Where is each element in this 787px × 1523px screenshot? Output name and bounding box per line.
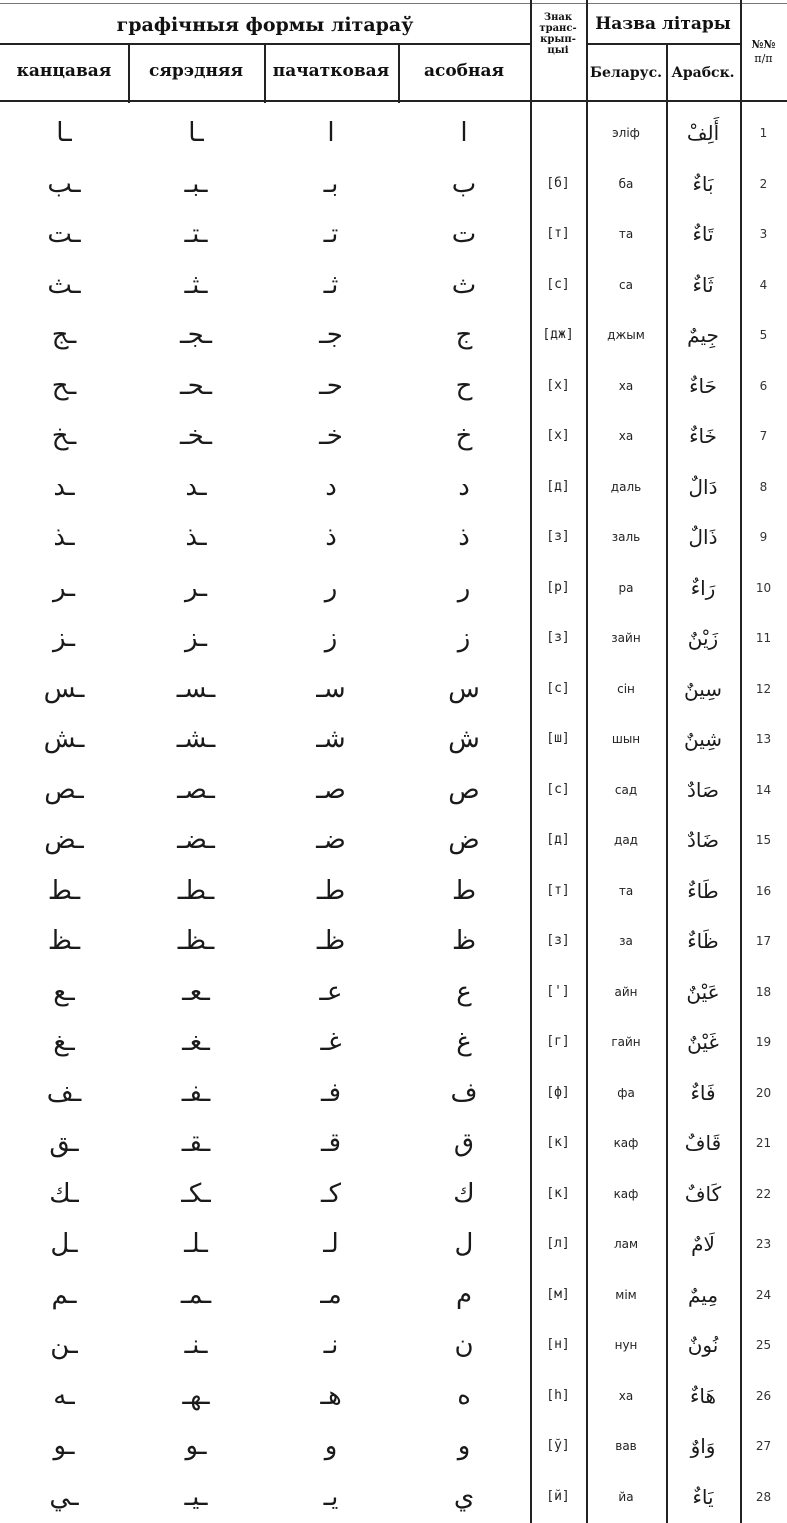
cell-transcription: [h]: [546, 1388, 570, 1403]
cell-name-belarusian: ха: [618, 429, 634, 443]
header-transcription: [530, 12, 586, 56]
cell-name-belarusian: эліф: [612, 126, 640, 140]
header-number-line2: п/п: [754, 52, 773, 65]
cell-initial: هـ: [320, 1381, 342, 1411]
cell-medial: ـتـ: [184, 219, 208, 249]
cell-isolated: ق: [453, 1128, 475, 1158]
cell-isolated: ج: [455, 320, 473, 350]
header-arabic: Арабск.: [671, 65, 735, 81]
cell-name-arabic: شِينٌ: [683, 727, 723, 751]
cell-isolated: ي: [453, 1482, 475, 1512]
header-number: [740, 38, 787, 66]
cell-name-arabic: كَافٌ: [684, 1182, 722, 1206]
cell-name-belarusian: фа: [617, 1086, 635, 1100]
cell-name-belarusian: ба: [618, 177, 634, 191]
cell-name-arabic: قَافٌ: [684, 1131, 722, 1155]
cell-final: ـل: [50, 1229, 78, 1259]
cell-number: 26: [755, 1389, 772, 1403]
cell-medial: ـد: [185, 472, 207, 502]
cell-final: ـح: [51, 371, 77, 401]
cell-final: ـخ: [51, 421, 77, 451]
header-transcription-line3: крып-: [540, 34, 576, 45]
cell-name-arabic: ضَادٌ: [687, 828, 719, 852]
cell-name-arabic: زَيْنٌ: [687, 626, 719, 650]
cell-isolated: ص: [448, 775, 480, 805]
cell-medial: ـيـ: [184, 1482, 208, 1512]
cell-medial: ـبـ: [184, 169, 208, 199]
cell-number: 1: [759, 126, 768, 140]
cell-isolated: ك: [453, 1179, 475, 1209]
cell-transcription: [м]: [546, 1287, 570, 1302]
cell-name-belarusian: мім: [615, 1288, 637, 1302]
cell-name-belarusian: гайн: [611, 1035, 641, 1049]
cell-initial: شـ: [316, 724, 346, 754]
cell-isolated: ح: [455, 371, 473, 401]
cell-medial: ـكـ: [181, 1179, 211, 1209]
cell-transcription: [т]: [546, 883, 570, 898]
cell-name-belarusian: ха: [618, 1389, 634, 1403]
cell-name-arabic: سِينٌ: [683, 677, 723, 701]
cell-initial: قـ: [320, 1128, 342, 1158]
cell-number: 28: [755, 1490, 772, 1504]
cell-name-belarusian: каф: [613, 1187, 639, 1201]
cell-medial: ـغـ: [182, 1027, 210, 1057]
cell-number: 16: [755, 884, 772, 898]
header-isolated: асобная: [423, 61, 505, 81]
cell-name-arabic: حَاءٌ: [689, 374, 717, 398]
cell-medial: ـصـ: [177, 775, 215, 805]
cell-medial: ـلـ: [184, 1229, 208, 1259]
cell-isolated: د: [458, 472, 470, 502]
cell-medial: ـر: [185, 573, 207, 603]
cell-name-belarusian: йа: [618, 1490, 634, 1504]
cell-transcription: [х]: [546, 428, 570, 443]
cell-isolated: غ: [456, 1027, 472, 1057]
cell-medial: ـظـ: [177, 926, 215, 956]
cell-number: 2: [759, 177, 768, 191]
cell-name-arabic: صَادٌ: [687, 778, 719, 802]
cell-transcription: [з]: [546, 529, 570, 544]
cell-number: 27: [755, 1439, 772, 1453]
header-bottom-rule: [0, 100, 787, 102]
cell-initial: ر: [324, 573, 338, 603]
cell-number: 8: [759, 480, 768, 494]
header-graphic-forms: графічныя формы літараў: [116, 14, 414, 36]
cell-isolated: ه: [457, 1381, 471, 1411]
cell-name-belarusian: джым: [607, 328, 645, 342]
header-final: канцавая: [16, 61, 112, 81]
cell-final: ـز: [53, 623, 75, 653]
cell-medial: ـشـ: [176, 724, 216, 754]
cell-initial: كـ: [321, 1179, 341, 1209]
cell-name-arabic: أَلِفْ: [686, 121, 720, 145]
cell-final: ـع: [53, 977, 75, 1007]
cell-isolated: ظ: [451, 926, 477, 956]
cell-isolated: ز: [457, 623, 471, 653]
cell-name-arabic: بَاءٌ: [692, 172, 714, 196]
cell-number: 18: [755, 985, 772, 999]
cell-name-arabic: وَاوٌ: [690, 1434, 716, 1458]
cell-initial: غـ: [320, 1027, 342, 1057]
cell-number: 4: [759, 278, 768, 292]
cell-final: ـم: [51, 1280, 77, 1310]
cell-name-belarusian: ра: [618, 581, 634, 595]
cell-transcription: [к]: [546, 1186, 570, 1201]
cell-initial: د: [325, 472, 337, 502]
cell-isolated: ض: [448, 825, 480, 855]
cell-initial: و: [324, 1431, 338, 1461]
cell-name-arabic: دَالٌ: [688, 475, 718, 499]
cell-isolated: ش: [448, 724, 480, 754]
cell-medial: ـو: [185, 1431, 207, 1461]
cell-final: ـث: [47, 270, 81, 300]
cell-final: ـر: [53, 573, 75, 603]
cell-name-belarusian: айн: [614, 985, 638, 999]
cell-initial: سـ: [316, 674, 346, 704]
cell-transcription: [к]: [546, 1135, 570, 1150]
cell-isolated: ث: [451, 270, 477, 300]
cell-final: ـج: [51, 320, 77, 350]
cell-medial: ـفـ: [181, 1078, 211, 1108]
cell-name-arabic: لَامٌ: [691, 1232, 715, 1256]
header-transcription-line4: цыі: [547, 45, 569, 56]
cell-final: ـض: [44, 825, 84, 855]
cell-initial: ضـ: [316, 825, 346, 855]
cell-medial: ـسـ: [176, 674, 216, 704]
cell-number: 21: [755, 1136, 772, 1150]
header-transcription-line1: Знак: [543, 12, 573, 23]
cell-name-arabic: تَاءٌ: [692, 222, 714, 246]
cell-name-belarusian: сад: [614, 783, 638, 797]
cell-name-arabic: نُونٌ: [687, 1333, 719, 1357]
cell-name-arabic: ذَالٌ: [688, 525, 718, 549]
cell-initial: ظـ: [316, 926, 346, 956]
cell-transcription: [д]: [546, 832, 570, 847]
cell-transcription: [с]: [546, 277, 570, 292]
cell-number: 13: [755, 732, 772, 746]
col-sep-3: [398, 43, 400, 103]
cell-initial: عـ: [319, 977, 343, 1007]
cell-initial: تـ: [323, 219, 339, 249]
cell-final: ـص: [44, 775, 84, 805]
cell-medial: ـا: [188, 118, 204, 148]
cell-final: ـه: [53, 1381, 75, 1411]
cell-initial: مـ: [320, 1280, 342, 1310]
cell-number: 5: [759, 328, 768, 342]
cell-number: 7: [759, 429, 768, 443]
cell-transcription: [з]: [546, 630, 570, 645]
cell-isolated: ل: [454, 1229, 474, 1259]
cell-initial: طـ: [316, 876, 346, 906]
cell-transcription: [з]: [546, 933, 570, 948]
header-letter-name: Назва літары: [595, 14, 731, 34]
cell-name-belarusian: шын: [611, 732, 641, 746]
cell-initial: ز: [324, 623, 338, 653]
cell-number: 11: [755, 631, 772, 645]
cell-medial: ـقـ: [181, 1128, 211, 1158]
cell-isolated: ذ: [458, 522, 470, 552]
cell-final: ـظ: [47, 926, 81, 956]
cell-name-belarusian: нун: [614, 1338, 638, 1352]
cell-transcription: [т]: [546, 226, 570, 241]
cell-initial: خـ: [319, 421, 343, 451]
cell-final: ـو: [53, 1431, 75, 1461]
cell-initial: بـ: [323, 169, 339, 199]
cell-number: 12: [755, 682, 772, 696]
cell-final: ـق: [49, 1128, 79, 1158]
cell-name-belarusian: та: [618, 227, 634, 241]
cell-final: ـط: [47, 876, 81, 906]
cell-number: 23: [755, 1237, 772, 1251]
cell-isolated: و: [457, 1431, 471, 1461]
header-initial: пачатковая: [272, 61, 390, 81]
cell-isolated: ن: [454, 1330, 474, 1360]
cell-name-belarusian: заль: [611, 530, 641, 544]
cell-isolated: ا: [460, 118, 468, 148]
cell-name-arabic: هَاءٌ: [689, 1384, 717, 1408]
cell-name-belarusian: каф: [613, 1136, 639, 1150]
cell-initial: لـ: [323, 1229, 339, 1259]
cell-transcription: [л]: [546, 1236, 570, 1251]
cell-initial: ذ: [325, 522, 337, 552]
cell-medial: ـثـ: [184, 270, 208, 300]
cell-isolated: ف: [450, 1078, 478, 1108]
cell-name-belarusian: дад: [614, 833, 638, 847]
cell-final: ـك: [49, 1179, 79, 1209]
cell-medial: ـهـ: [182, 1381, 210, 1411]
cell-medial: ـحـ: [179, 371, 213, 401]
cell-transcription: [б]: [546, 176, 570, 191]
top-rule: [0, 3, 787, 4]
cell-initial: نـ: [323, 1330, 339, 1360]
cell-isolated: ع: [456, 977, 472, 1007]
cell-number: 9: [759, 530, 768, 544]
cell-isolated: ب: [451, 169, 477, 199]
cell-initial: جـ: [319, 320, 343, 350]
cell-final: ـن: [50, 1330, 78, 1360]
cell-name-arabic: رَاءٌ: [690, 576, 716, 600]
cell-name-belarusian: зайн: [611, 631, 641, 645]
cell-name-belarusian: лам: [613, 1237, 639, 1251]
cell-number: 14: [755, 783, 772, 797]
cell-isolated: خ: [455, 421, 473, 451]
cell-medial: ـعـ: [182, 977, 210, 1007]
cell-final: ـي: [49, 1482, 79, 1512]
col-sep-2: [264, 43, 266, 103]
cell-number: 10: [755, 581, 772, 595]
cell-number: 25: [755, 1338, 772, 1352]
cell-isolated: ط: [451, 876, 477, 906]
cell-initial: فـ: [320, 1078, 342, 1108]
cell-medial: ـضـ: [177, 825, 215, 855]
cell-final: ـذ: [53, 522, 75, 552]
cell-name-arabic: يَاءٌ: [692, 1485, 714, 1509]
cell-final: ـت: [47, 219, 81, 249]
cell-final: ـس: [43, 674, 85, 704]
cell-number: 24: [755, 1288, 772, 1302]
cell-initial: يـ: [323, 1482, 339, 1512]
cell-initial: ثـ: [323, 270, 339, 300]
cell-final: ـغ: [53, 1027, 75, 1057]
cell-isolated: م: [455, 1280, 473, 1310]
cell-transcription: [н]: [546, 1337, 570, 1352]
cell-final: ـد: [53, 472, 75, 502]
cell-number: 17: [755, 934, 772, 948]
cell-medial: ـنـ: [184, 1330, 208, 1360]
cell-name-arabic: غَيْنٌ: [687, 1030, 719, 1054]
cell-final: ـف: [46, 1078, 82, 1108]
cell-name-arabic: جِيمٌ: [687, 323, 719, 347]
header-number-line1: №№: [751, 38, 776, 51]
cell-medial: ـخـ: [179, 421, 213, 451]
cell-transcription: [х]: [546, 378, 570, 393]
cell-name-arabic: طَاءٌ: [687, 879, 719, 903]
header-belarusian: Беларус.: [590, 65, 662, 81]
cell-isolated: ت: [451, 219, 477, 249]
cell-name-belarusian: за: [619, 934, 633, 948]
cell-name-belarusian: даль: [610, 480, 642, 494]
cell-transcription: [с]: [546, 681, 570, 696]
cell-final: ـب: [47, 169, 81, 199]
cell-medial: ـطـ: [177, 876, 215, 906]
cell-final: ـش: [43, 724, 85, 754]
cell-name-arabic: ظَاءٌ: [687, 929, 719, 953]
cell-name-belarusian: ха: [618, 379, 634, 393]
cell-medial: ـجـ: [179, 320, 213, 350]
cell-initial: حـ: [319, 371, 343, 401]
cell-transcription: [ш]: [546, 731, 570, 746]
header-mid-rule-names: [586, 43, 740, 45]
cell-name-arabic: عَيْنٌ: [686, 980, 720, 1004]
cell-number: 22: [755, 1187, 772, 1201]
cell-name-arabic: فَاءٌ: [690, 1081, 716, 1105]
cell-number: 6: [759, 379, 768, 393]
cell-medial: ـمـ: [180, 1280, 212, 1310]
cell-final: ـا: [56, 118, 72, 148]
cell-name-belarusian: са: [619, 278, 633, 292]
cell-transcription: [']: [546, 984, 570, 999]
header-transcription-line2: транс-: [539, 23, 577, 34]
cell-name-arabic: خَاءٌ: [689, 424, 717, 448]
cell-transcription: [д]: [546, 479, 570, 494]
cell-initial: صـ: [316, 775, 346, 805]
cell-transcription: [ф]: [546, 1085, 570, 1100]
cell-name-belarusian: сін: [617, 682, 635, 696]
cell-medial: ـذ: [185, 522, 207, 552]
cell-transcription: [р]: [546, 580, 570, 595]
cell-isolated: س: [448, 674, 480, 704]
cell-number: 15: [755, 833, 772, 847]
cell-name-arabic: ثَاءٌ: [692, 273, 714, 297]
cell-number: 20: [755, 1086, 772, 1100]
cell-transcription: [дж]: [542, 327, 574, 342]
col-sep-1: [128, 43, 130, 103]
cell-medial: ـز: [185, 623, 207, 653]
cell-number: 3: [759, 227, 768, 241]
cell-name-belarusian: вав: [615, 1439, 637, 1453]
cell-name-arabic: مِيمٌ: [687, 1283, 719, 1307]
cell-transcription: [с]: [546, 782, 570, 797]
header-medial: сярэдняя: [148, 61, 244, 81]
cell-initial: ا: [327, 118, 335, 148]
cell-transcription: [й]: [546, 1489, 570, 1504]
cell-isolated: ر: [457, 573, 471, 603]
cell-name-belarusian: та: [618, 884, 634, 898]
cell-number: 19: [755, 1035, 772, 1049]
cell-transcription: [ў]: [546, 1438, 570, 1453]
cell-transcription: [г]: [546, 1034, 570, 1049]
